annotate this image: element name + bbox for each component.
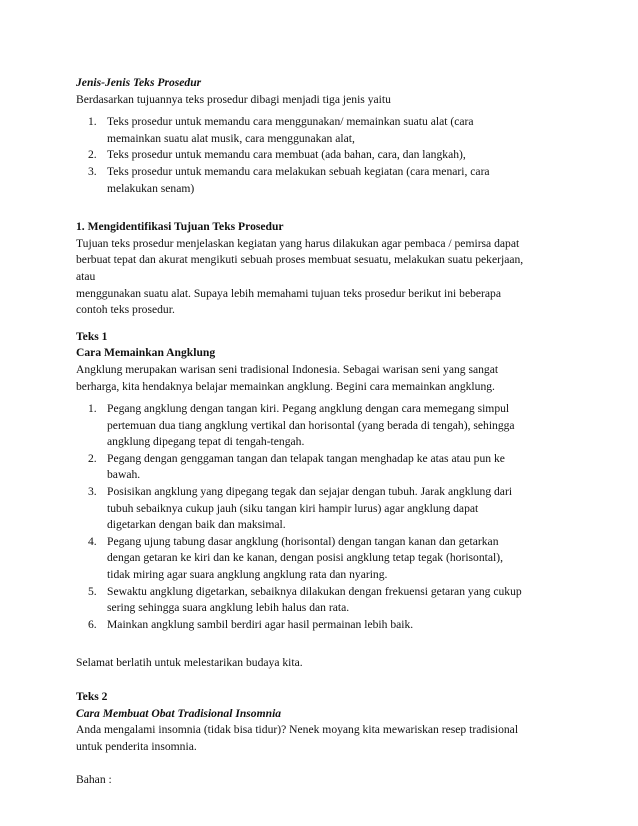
teks2-label: Teks 2 [76,690,108,703]
list-number: 1. [88,115,97,129]
list-line: sering sehingga suara angklung lebih halus dan rata. [107,601,350,615]
document-body [76,75,566,789]
list-line: pertemuan dua tiang angklung vertikal dan horisontal (yang berada di tengah), sehingga [107,418,515,432]
section-title-jenis: Jenis-Jenis Teks Prosedur [76,76,202,89]
list-line: Pegang dengan genggaman tangan dan telapak tangan menghadap ke atas atau pun ke [107,451,505,465]
list-number: 3. [88,164,97,178]
list-item [76,114,566,147]
list-item [76,617,566,634]
list-item [76,584,566,617]
bahan-label: Bahan : [76,773,112,787]
paragraph-line: atau [76,269,96,283]
list-line: Teks prosedur untuk memandu cara menggunakan/ memainkan suatu alat (cara [107,115,474,129]
paragraph-line: berbuat tepat dan akurat mengikuti sebuah proses membuat sesuatu, melakukan suatu pekerjaan, [76,253,524,267]
list-number: 4. [88,534,97,548]
list-item [76,451,566,484]
paragraph-line: untuk penderita insomnia. [76,739,197,753]
list-item [76,164,566,197]
list-item [76,147,566,164]
section-title-tujuan: 1. Mengidentifikasi Tujuan Teks Prosedur [76,220,284,234]
jenis-list [76,114,566,197]
list-line: Teks prosedur untuk memandu cara melakukan sebuah kegiatan (cara menari, cara [107,164,490,178]
teks1-label: Teks 1 [76,329,108,343]
paragraph-line: contoh teks prosedur. [76,303,175,317]
list-number: 2. [88,451,97,465]
list-item [76,534,566,584]
list-number: 1. [88,402,97,416]
teks2-title: Cara Membuat Obat Tradisional Insomnia [76,706,282,720]
list-number: 6. [88,617,97,631]
list-line: tidak miring agar suara angklung angklung rata dan nyaring. [107,568,388,582]
list-line: Teks prosedur untuk memandu cara membuat (ada bahan, cara, dan langkah), [107,148,466,162]
list-item [76,484,566,534]
paragraph-line: Tujuan teks prosedur menjelaskan kegiatan yang harus dilakukan agar pembaca / pemirsa dapat [76,236,520,250]
list-line: bawah. [107,468,141,482]
list-line: digetarkan dengan baik dan maksimal. [107,518,286,532]
paragraph-line: Anda mengalami insomnia (tidak bisa tidur)? Nenek moyang kita mewariskan resep tradisional [76,723,519,737]
list-number: 2. [88,148,97,162]
list-line: Sewaktu angklung digetarkan, sebaiknya dilakukan dengan frekuensi getaran yang cukup [107,584,522,598]
teks1-title: Cara Memainkan Angklung [76,346,216,360]
list-line: tubuh sebaiknya cukup jauh (siku tangan kiri hampir lurus) agar angklung dapat [107,501,479,515]
list-line: Pegang angklung dengan tangan kiri. Pegang angklung dengan cara memegang simpul [107,402,510,416]
list-line: melakukan senam) [107,181,195,195]
paragraph-line: Angklung merupakan warisan seni tradisional Indonesia. Sebagai warisan seni yang sangat [76,362,499,376]
list-line: Posisikan angklung yang dipegang tegak dan sejajar dengan tubuh. Jarak angklung dari [107,485,513,499]
paragraph-line: berharga, kita hendaknya belajar memainkan angklung. Begini cara memainkan angklung. [76,379,495,393]
teks1-closing: Selamat berlatih untuk melestarikan budaya kita. [76,656,303,670]
angklung-steps-list [76,401,566,633]
list-number: 3. [88,485,97,499]
section-intro-jenis: Berdasarkan tujuannya teks prosedur dibagi menjadi tiga jenis yaitu [76,92,391,106]
list-line: angklung dipegang tepat di tengah-tengah. [107,435,305,449]
list-line: Pegang ujung tabung dasar angklung (horisontal) dengan tangan kanan dan getarkan [107,534,499,548]
list-line: Mainkan angklung sambil berdiri agar hasil permainan lebih baik. [107,617,414,631]
paragraph-line: menggunakan suatu alat. Supaya lebih memahami tujuan teks prosedur berikut ini beberapa [76,286,501,300]
list-item [76,401,566,451]
list-line: memainkan suatu alat musik, cara menggunakan alat, [107,131,355,145]
list-number: 5. [88,584,97,598]
list-line: dengan getaran ke kiri dan ke kanan, dengan posisi angklung tetap tegak (horisontal), [107,551,503,565]
